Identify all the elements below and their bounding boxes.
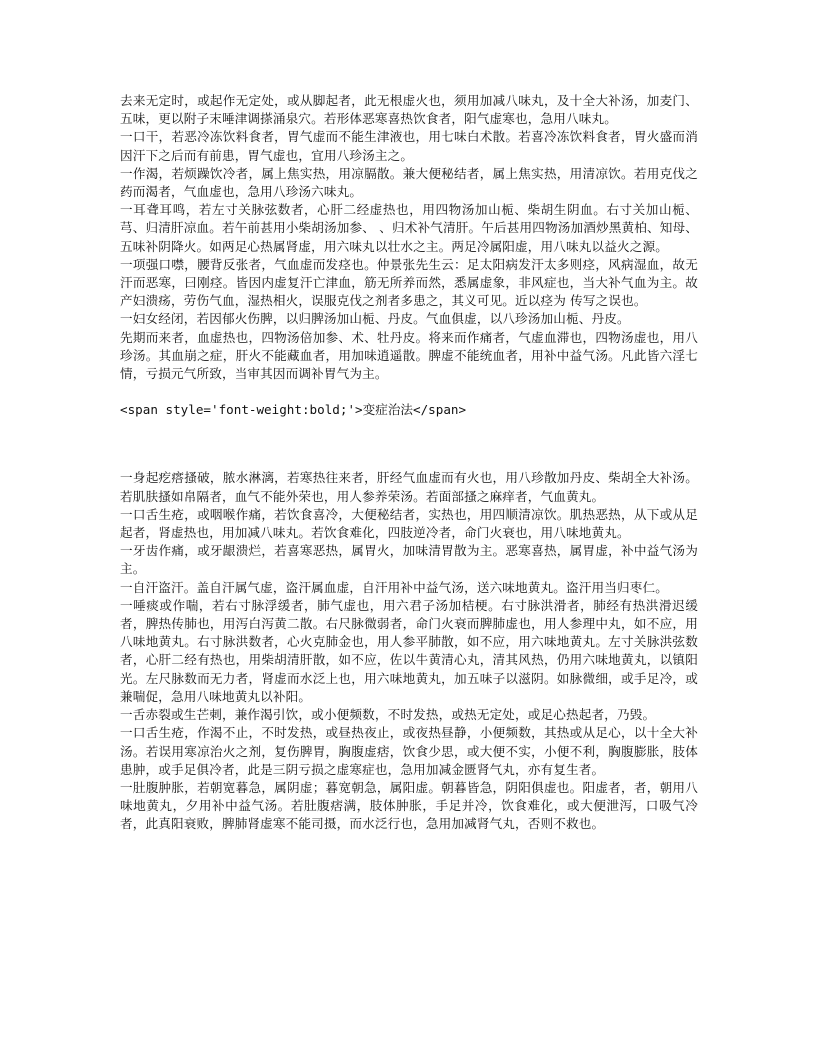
section-1 [120, 92, 698, 383]
paragraph: 先期而来者，血虚热也，四物汤倍加参、术、牡丹皮。将来而作痛者，气虚血滞也，四物汤虚也，用八珍汤。其血崩之症，肝火不能藏血者，用加味逍遥散。脾虚不能统血者，用补中益气汤。凡此皆六淫七情，亏损元气所致，当审其因而调补胃气为主。 [120, 329, 698, 382]
heading-open-tag: <span style='font-weight:bold;'> [120, 402, 363, 418]
document-page [120, 92, 698, 834]
paragraph: 一耳聋耳鸣，若左寸关脉弦数者，心肝二经虚热也，用四物汤加山栀、柴胡生阴血。右寸关加山栀、芎、归清肝凉血。若午前甚用小柴胡汤加参、 、归术补气清肝。午后甚用四物汤加酒炒黑黄柏、知母、五味补阴降火。如两足心热属肾虚，用六味丸以壮水之主。两足冷属阳虚，用八味丸以益火之源。 [120, 202, 698, 254]
paragraph: 去来无定时，或起作无定处，或从脚起者，此无根虚火也，须用加减八味丸，及十全大补汤，加麦门、五味，更以附子末唾津调搽涌泉穴。若形体恶寒喜热饮食者，阳气虚寒也，急用八味丸。 [120, 93, 698, 127]
paragraph: 一口干，若恶冷冻饮料食者，胃气虚而不能生津液也，用七味白术散。若喜冷冻饮料食者，胃火盛而消因汗下之后而有前患，胃气虚也，宜用八珍汤主之。 [120, 129, 698, 163]
paragraph: 一作渴，若烦躁饮冷者，属上焦实热，用凉膈散。兼大便秘结者，属上焦实热，用清凉饮。若用克伐之药而渴者，气血虚也，急用八珍汤六味丸。 [120, 165, 698, 200]
heading-title: 变症治法 [362, 402, 414, 418]
paragraph: 一肚腹肿胀，若朝宽暮急，属阴虚；暮宽朝急，属阳虚。朝暮皆急，阴阳俱虚也。阳虚者，者，朝用八味地黄丸，夕用补中益气汤。若肚腹痞满，肢体肿胀，手足并冷，饮食难化，或大便泄泻，口吸气冷者，此真阳衰败，脾肺肾虚寒不能司摄，而水泛行也，急用加减肾气丸，否则不救也。 [120, 779, 698, 832]
paragraph: 一自汗盗汗。盖自汗属气虚，盗汗属血虚，自汗用补中益气汤，送六味地黄丸。盗汗用当归枣仁。 [120, 579, 668, 595]
paragraph: 一唾痰或作喘，若右寸脉浮缓者，肺气虚也，用六君子汤加桔梗。右寸脉洪滑者，肺经有热洪滑迟缓者，脾热传肺也，用泻白泻黄二散。右尺脉微弱者，命门火衰而脾肺虚也，用人参理中丸，如不应，用八味地黄丸。右寸脉洪数者，心火克肺金也，用人参平肺散，如不应，用六味地黄丸。左寸关脉洪弦数者，心肝二经有热也，用柴胡清肝散，如不应，佐以牛黄清心丸，清其风热，仍用六味地黄丸，以镇阳光。左尺脉数而无力者，肾虚而水泛上也，用六味地黄丸，加五味子以滋阴。如脉微细，或手足冷，或兼喘促，急用八味地黄丸以补阳。 [120, 597, 698, 704]
heading-close-tag: </span> [413, 402, 467, 418]
section-2 [120, 469, 698, 833]
paragraph: 一舌赤裂或生芒刺，兼作渴引饮，或小便频数，不时发热，或热无定处，或足心热起者，乃毁。 [120, 707, 656, 723]
paragraph: 一牙齿作痛，或牙龈溃烂，若喜寒恶热，属胃火，加味清胃散为主。恶寒喜热，属胃虚，补中益气汤为主。 [120, 543, 698, 577]
section-heading [120, 401, 698, 419]
paragraph: 一项强口噤，腰背反张者，气血虚而发痉也。仲景张先生云：足太阳病发汗太多则痉，风病湿血，故无汗而恶寒，曰刚痉。皆因内虚复汗亡津血，筋无所养而然，悉属虚象，非风症也，当大补气血为主。故产妇溃疡，劳伤气血，湿热相火，误服克伐之剂者多患之，其义可见。近以痉为 传写之误也。 [120, 256, 698, 309]
paragraph: 一口舌生疮，或咽喉作痛，若饮食喜冷，大便秘结者，实热也，用四顺清凉饮。肌热恶热，从下或从足起者，肾虚热也，用加减八味丸。若饮食难化，四肢逆冷者，命门火衰也，用八味地黄丸。 [120, 506, 698, 541]
paragraph: 一妇女经闭，若因郁火伤脾，以归脾汤加山栀、丹皮。气血俱虚，以八珍汤加山栀、丹皮。 [120, 311, 630, 327]
paragraph: 一身起疙瘩搔破，脓水淋漓，若寒热往来者，肝经气血虚而有火也，用八珍散加丹皮、柴胡全大补汤。若肌肤搔如帛隔者，血气不能外荣也，用人参养荣汤。若面部搔之麻痒者，气血黄丸。 [120, 470, 698, 504]
paragraph: 一口舌生疮，作渴不止，不时发热，或昼热夜止，或夜热昼静，小便频数，其热或从足心，以十全大补汤。若误用寒凉治火之剂，复伤脾胃，胸腹虚痞，饮食少思，或大便不实，小便不利，胸腹膨胀，肢体患肿，或手足俱冷者，此是三阴亏损之虚寒症也，急用加减金匮肾气丸，亦有复生者。 [120, 725, 698, 777]
